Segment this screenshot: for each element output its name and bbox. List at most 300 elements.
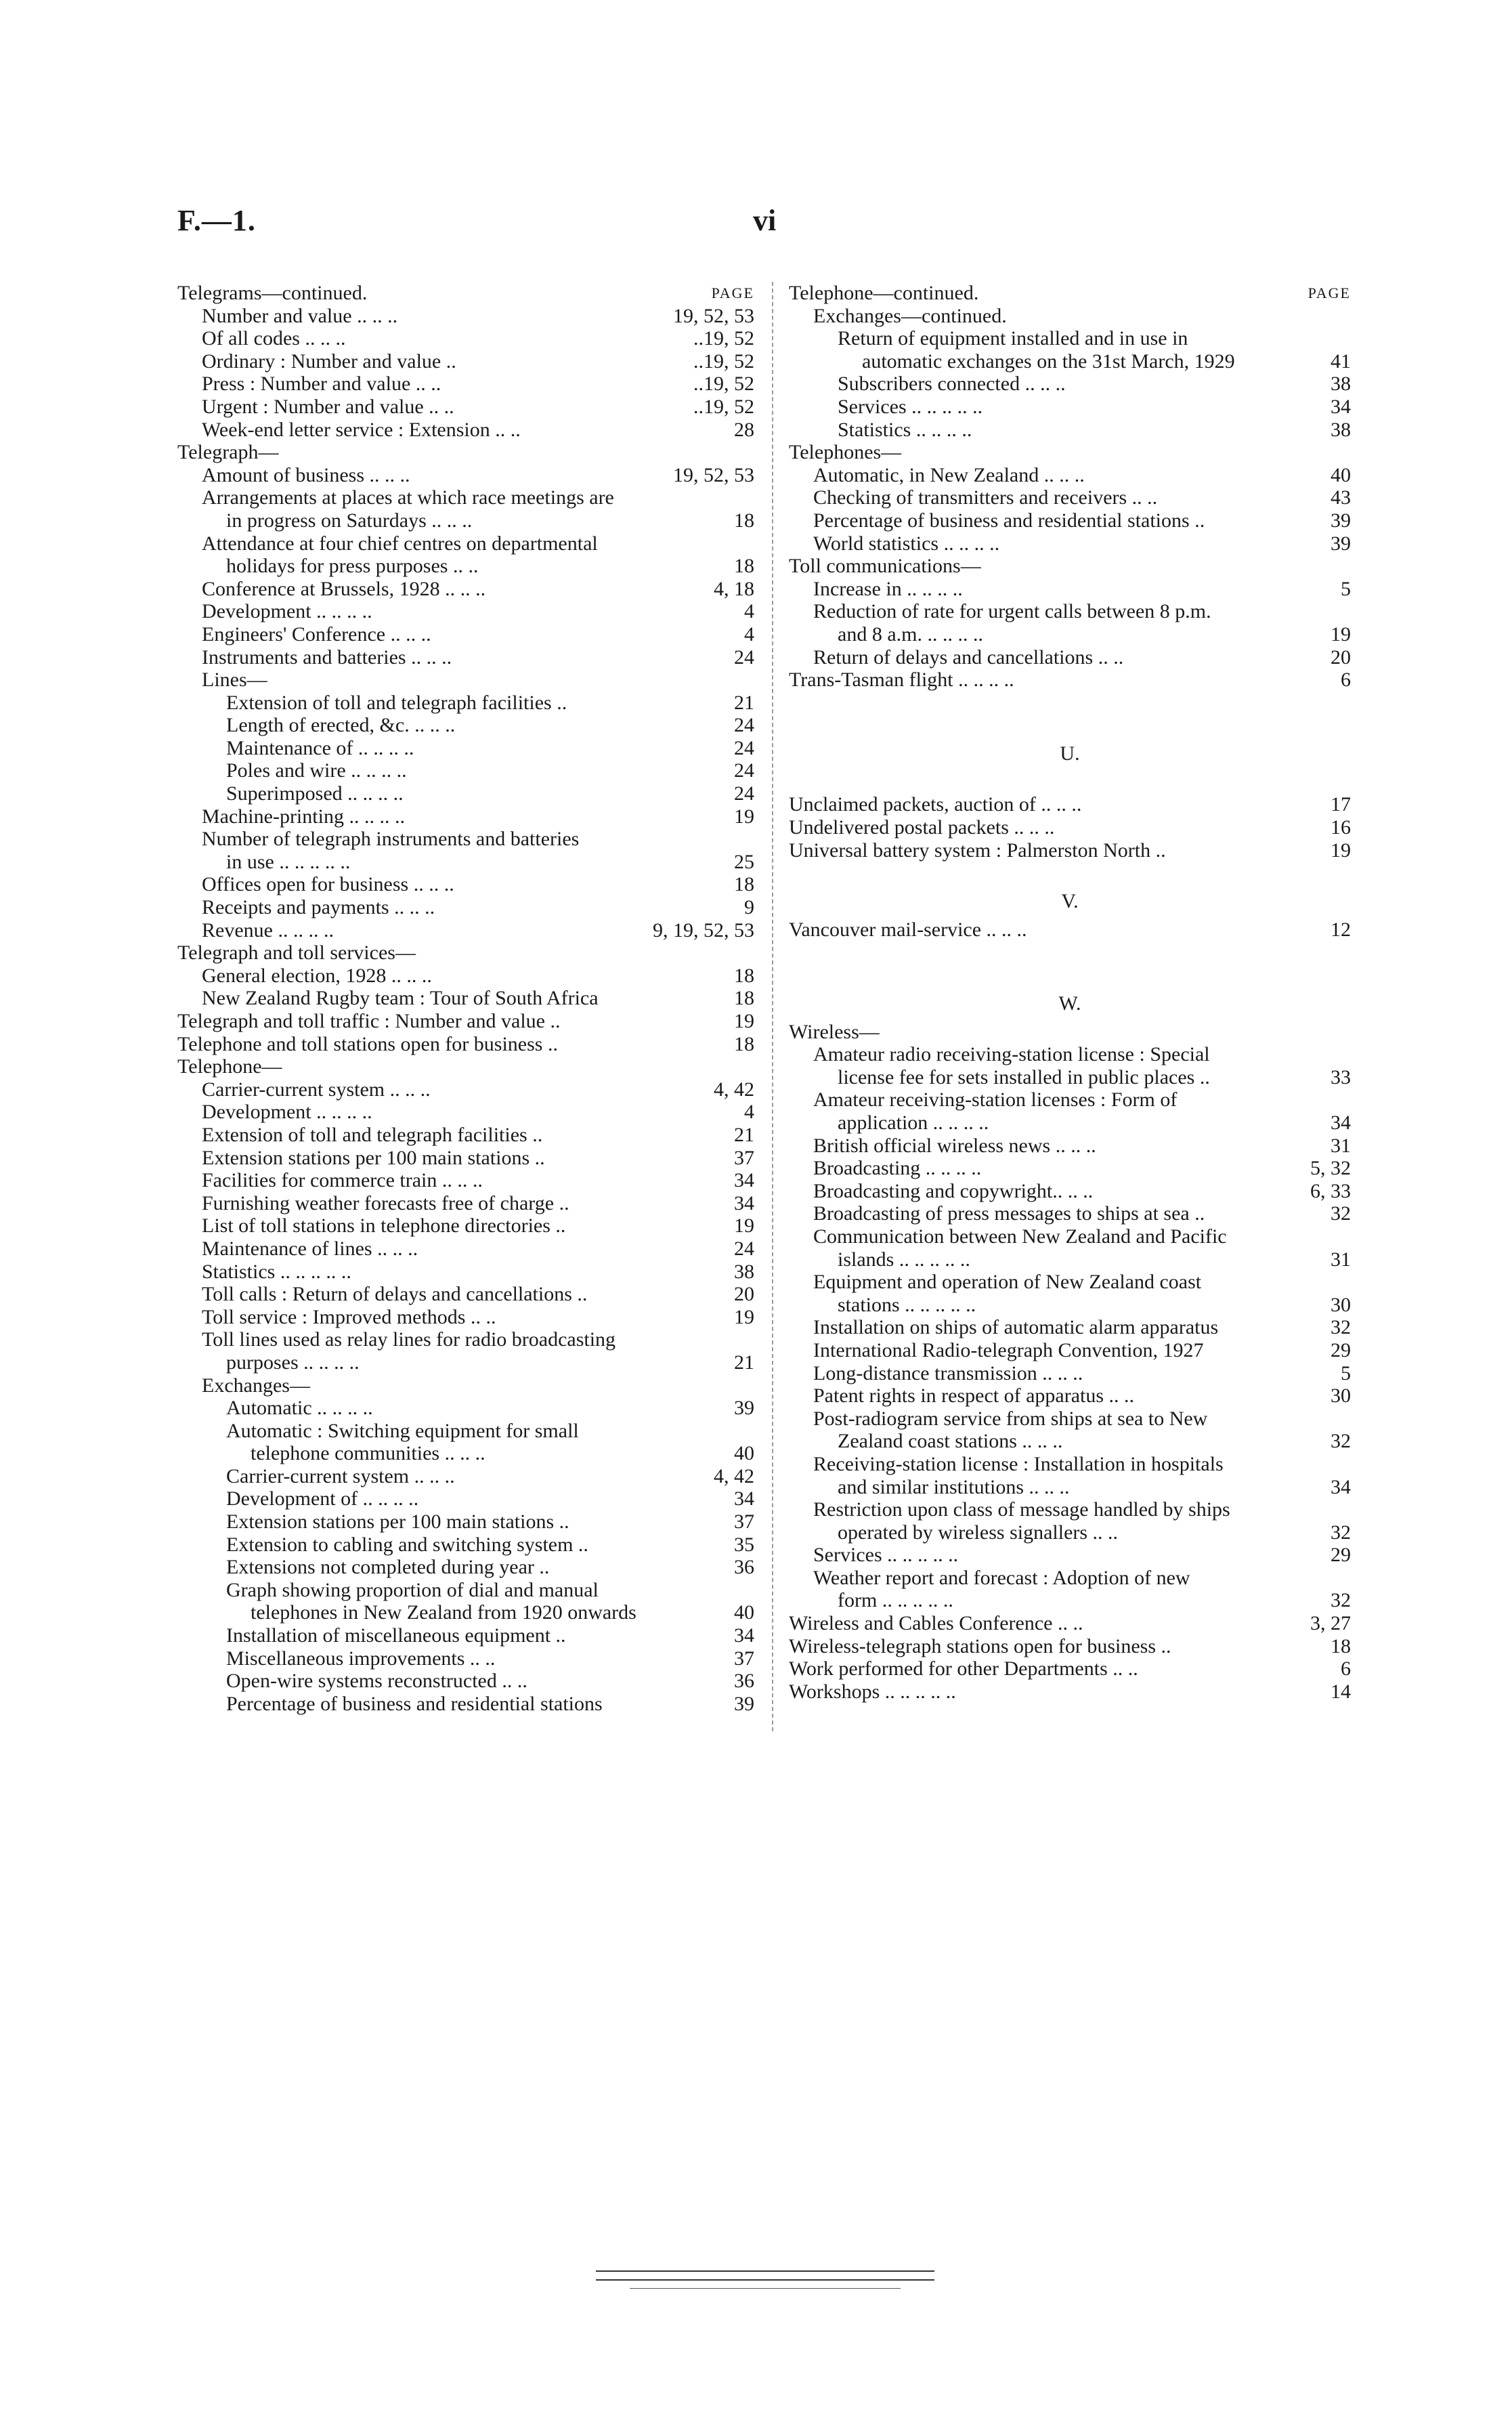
index-entry-page: ..19, 52 (693, 327, 754, 350)
index-entry (177, 1374, 754, 1397)
index-entry-text: Services .. .. .. .. .. (813, 1544, 959, 1567)
index-entry (789, 1521, 1351, 1544)
index-entry (789, 350, 1351, 373)
index-entry-text: Graph showing proportion of dial and manual (226, 1578, 599, 1601)
index-entry (177, 942, 754, 965)
index-entry-page: 38 (1331, 418, 1351, 441)
index-entry (177, 851, 754, 874)
index-entry (789, 1157, 1351, 1180)
index-entry-text: Post-radiogram service from ships at sea to New (813, 1407, 1208, 1430)
index-entry-page: 37 (734, 1647, 754, 1670)
index-entry-text: Facilities for commerce train .. .. .. (202, 1169, 483, 1192)
index-entry (177, 464, 754, 487)
index-entry-text: Lines— (202, 669, 267, 692)
index-entry-text: Automatic, in New Zealand .. .. .. (813, 463, 1085, 486)
index-entry-text: Carrier-current system .. .. .. (226, 1464, 455, 1487)
index-entry-text: Telephone— (177, 1055, 282, 1078)
index-entry-page: 30 (1331, 1384, 1351, 1408)
index-entry-text: Toll lines used as relay lines for radio broadcasting (202, 1328, 616, 1351)
index-entry (789, 419, 1351, 442)
index-entry-text: Automatic : Switching equipment for small (226, 1419, 579, 1442)
index-entry-text: automatic exchanges on the 31st March, 1929 (862, 350, 1235, 373)
index-entry-text: Number of telegraph instruments and batteries (202, 828, 580, 851)
index-entry-page: 5 (1341, 1361, 1351, 1384)
index-entry-page: 34 (734, 1191, 754, 1214)
index-entry (789, 282, 1351, 305)
index-entry-page: 19, 52, 53 (673, 304, 754, 327)
index-entry (789, 1316, 1351, 1339)
index-entry (177, 1510, 754, 1533)
index-entry-text: in use .. .. .. .. .. (226, 850, 351, 873)
index-entry-page: 31 (1331, 1248, 1351, 1271)
index-entry-text: telephones in New Zealand from 1920 onwards (251, 1601, 636, 1624)
column-divider (772, 282, 773, 1731)
index-entry-page: 4 (744, 600, 754, 623)
index-entry-page: 24 (734, 782, 754, 805)
index-entry (177, 1214, 754, 1237)
index-entry (789, 441, 1351, 464)
index-entry-text: British official wireless news .. .. .. (813, 1134, 1096, 1157)
index-entry-page: 34 (1331, 1475, 1351, 1498)
index-entry-text: Development of .. .. .. .. (226, 1487, 419, 1510)
index-entry-text: Extension of toll and telegraph facilities .. (226, 691, 567, 714)
index-entry-text: Amateur receiving-station licenses : Form of (813, 1088, 1178, 1112)
index-entry (789, 600, 1351, 623)
index-entry-text: license fee for sets installed in public places .. (838, 1065, 1210, 1088)
index-entry-text: Week-end letter service : Extension .. .. (202, 418, 521, 441)
spacer (789, 941, 1351, 964)
index-entry-text: Attendance at four chief centres on departmental (202, 532, 598, 555)
index-entry (789, 1248, 1351, 1271)
index-entry-text: Telephone and toll stations open for business .. (177, 1032, 558, 1055)
index-entry (789, 486, 1351, 509)
index-entry (177, 646, 754, 669)
index-entry-page: 18 (734, 509, 754, 532)
index-entry (789, 464, 1351, 487)
index-entry-page: 40 (734, 1442, 754, 1465)
index-entry-page: 39 (734, 1397, 754, 1420)
index-entry-page: 38 (734, 1260, 754, 1283)
index-entry-page: 29 (1331, 1544, 1351, 1567)
index-entry-text: Extension of toll and telegraph facilities .. (202, 1123, 543, 1146)
index-entry-page: 4, 18 (714, 577, 754, 600)
index-entry (789, 1135, 1351, 1158)
section-letter-w: W. (1058, 992, 1081, 1015)
index-entry-text: Ordinary : Number and value .. (202, 350, 456, 373)
index-entry (177, 873, 754, 896)
index-entry-text: Toll service : Improved methods .. .. (202, 1305, 496, 1328)
index-entry-page: 18 (734, 987, 754, 1010)
index-entry (177, 305, 754, 328)
index-entry (177, 1033, 754, 1056)
index-entry (177, 1487, 754, 1510)
index-entry-text: Toll calls : Return of delays and cancellations .. (202, 1283, 588, 1306)
index-entry-page: 4, 42 (714, 1078, 754, 1101)
index-entry-page: 19 (734, 1305, 754, 1328)
index-entry-text: Restriction upon class of message handled by ships (813, 1498, 1230, 1521)
index-entry (789, 1066, 1351, 1089)
index-entry (177, 1420, 754, 1443)
index-entry-text: Instruments and batteries .. .. .. (202, 646, 452, 669)
index-entry-text: Extensions not completed during year .. (226, 1556, 550, 1579)
index-entry (177, 1237, 754, 1261)
index-entry (177, 1624, 754, 1647)
index-entry-page: 30 (1331, 1293, 1351, 1316)
index-entry (177, 1010, 754, 1033)
index-entry (789, 1430, 1351, 1453)
index-entry-page: 34 (734, 1169, 754, 1192)
index-entry-text: telephone communities .. .. .. (251, 1442, 485, 1465)
index-entry-text: Telegraph and toll services— (177, 942, 416, 965)
index-entry (789, 839, 1351, 862)
index-entry (789, 1021, 1351, 1044)
index-entry-text: Maintenance of lines .. .. .. (202, 1237, 418, 1260)
index-entry (177, 805, 754, 828)
index-entry-text: Open-wire systems reconstructed .. .. (226, 1670, 527, 1693)
index-entry (789, 816, 1351, 839)
index-entry-page: 39 (734, 1692, 754, 1715)
index-entry (177, 1261, 754, 1284)
index-entry-text: Furnishing weather forecasts free of charge .. (202, 1191, 569, 1214)
index-entry-text: Workshops .. .. .. .. .. (789, 1680, 956, 1703)
index-entry (177, 1101, 754, 1124)
index-entry-text: Amateur radio receiving-station license : Special (813, 1043, 1210, 1066)
index-entry-text: Urgent : Number and value .. .. (202, 395, 454, 418)
index-entry-page: 4, 42 (714, 1464, 754, 1487)
index-entry-text: General election, 1928 .. .. .. (202, 964, 432, 987)
index-entry-text: Press : Number and value .. .. (202, 373, 441, 396)
index-entry-page: 38 (1331, 373, 1351, 396)
index-entry-page: 39 (1331, 532, 1351, 555)
index-entry-text: Miscellaneous improvements .. .. (226, 1647, 496, 1670)
index-entry-page: 16 (1331, 816, 1351, 839)
index-entry (789, 327, 1351, 350)
index-entry (177, 486, 754, 509)
index-entry-text: Carrier-current system .. .. .. (202, 1078, 431, 1101)
index-entry (177, 1328, 754, 1351)
index-entry (789, 918, 1351, 942)
index-entry-text: Increase in .. .. .. .. (813, 577, 963, 600)
closing-rule (630, 2288, 901, 2289)
index-entry-page: 18 (734, 964, 754, 987)
index-entry-text: Of all codes .. .. .. (202, 327, 346, 350)
index-entry (789, 1498, 1351, 1521)
index-entry-page: 32 (1331, 1589, 1351, 1612)
index-entry-page: 19 (734, 1010, 754, 1032)
index-entry (789, 1589, 1351, 1612)
index-entry (789, 1088, 1351, 1112)
index-entry-page: 32 (1331, 1202, 1351, 1225)
index-entry (177, 1306, 754, 1329)
index-entry-page: 5 (1341, 577, 1351, 600)
index-entry-page: 24 (734, 646, 754, 669)
index-entry-text: application .. .. .. .. (838, 1112, 989, 1134)
index-entry-text: Telephones— (789, 441, 902, 464)
index-entry-text: operated by wireless signallers .. .. (838, 1521, 1119, 1544)
index-entry-text: Conference at Brussels, 1928 .. .. .. (202, 577, 486, 600)
index-entry-page: 28 (734, 418, 754, 441)
index-entry (789, 1657, 1351, 1680)
index-entry-page: 4 (744, 622, 754, 646)
index-entry-page: 21 (734, 1351, 754, 1374)
index-entry-page: 17 (1331, 793, 1351, 816)
index-entry (789, 669, 1351, 692)
index-entry-page: 34 (1331, 1112, 1351, 1134)
index-entry-text: islands .. .. .. .. .. (838, 1248, 970, 1271)
index-entry-text: Statistics .. .. .. .. .. (202, 1260, 351, 1283)
index-entry-text: Wireless-telegraph stations open for business .. (789, 1634, 1171, 1657)
index-entry-page: 32 (1331, 1430, 1351, 1453)
index-entry (789, 1362, 1351, 1385)
index-entry-text: in progress on Saturdays .. .. .. (226, 509, 473, 532)
index-entry-page: 24 (734, 736, 754, 759)
index-entry-text: Long-distance transmission .. .. .. (813, 1361, 1083, 1384)
index-entry-page: 21 (734, 1123, 754, 1146)
section-w-entries (789, 1021, 1351, 1704)
index-entry (177, 555, 754, 578)
index-entry (789, 1225, 1351, 1248)
spacer (789, 714, 1351, 737)
index-entry-text: Superimposed .. .. .. .. (226, 782, 404, 805)
page-column-label: PAGE (711, 284, 754, 301)
index-entry-page: 12 (1331, 918, 1351, 941)
index-entry-text: Reduction of rate for urgent calls between 8 p.m. (813, 600, 1211, 623)
index-entry-page: 9, 19, 52, 53 (653, 918, 754, 942)
index-entry (177, 1124, 754, 1147)
index-entry-page: 34 (1331, 395, 1351, 418)
index-entry-page: 4 (744, 1101, 754, 1124)
index-entry-text: Length of erected, &c. .. .. .. (226, 714, 456, 737)
index-entry-page: 32 (1331, 1316, 1351, 1339)
index-entry (177, 600, 754, 623)
index-entry-text: Unclaimed packets, auction of .. .. .. (789, 793, 1082, 816)
index-entry-text: Checking of transmitters and receivers .. .. (813, 486, 1158, 509)
left-entries (177, 282, 754, 1715)
index-entry-text: Receiving-station license : Installation in hospitals (813, 1452, 1224, 1475)
spacer (789, 862, 1351, 885)
index-entry-page: 43 (1331, 486, 1351, 509)
index-entry (177, 828, 754, 851)
index-entry-page: 19 (734, 805, 754, 828)
index-entry (177, 1283, 754, 1306)
index-entry-page: 25 (734, 850, 754, 873)
index-entry-page: 19 (1331, 622, 1351, 646)
closing-rule (596, 2270, 934, 2272)
index-entry-text: Offices open for business .. .. .. (202, 873, 454, 896)
index-entry (789, 1384, 1351, 1408)
index-entry-text: holidays for press purposes .. .. (226, 555, 479, 578)
index-entry-page: 19 (734, 1214, 754, 1237)
index-entry (177, 532, 754, 555)
index-entry-text: Machine-printing .. .. .. .. (202, 805, 405, 828)
index-entry-page: 34 (734, 1624, 754, 1647)
index-entry-page: 18 (1331, 1634, 1351, 1657)
index-entry (177, 578, 754, 601)
index-entry-text: Telegrams—continued. (177, 282, 368, 304)
index-entry-page: 36 (734, 1556, 754, 1579)
index-entry (789, 1202, 1351, 1225)
index-entry (789, 555, 1351, 578)
spacer (789, 692, 1351, 715)
index-entry-text: Patent rights in respect of apparatus .. .. (813, 1384, 1135, 1408)
index-entry-page: 36 (734, 1670, 754, 1693)
index-entry-text: New Zealand Rugby team : Tour of South Africa (202, 987, 599, 1010)
closing-rule (596, 2279, 934, 2281)
index-entry-page: 18 (734, 1032, 754, 1055)
index-entry (789, 1043, 1351, 1066)
index-entry (177, 282, 754, 305)
index-entry-text: Toll communications— (789, 555, 981, 578)
index-entry-text: Telegraph and toll traffic : Number and value .. (177, 1010, 561, 1032)
index-entry-text: Development .. .. .. .. (202, 600, 372, 623)
index-entry-text: Work performed for other Departments .. .. (789, 1657, 1138, 1680)
index-entry-page: 40 (734, 1601, 754, 1624)
index-entry-page: 37 (734, 1146, 754, 1169)
index-entry-page: 24 (734, 759, 754, 782)
index-entry-text: form .. .. .. .. .. (838, 1589, 953, 1612)
index-entry-page: 18 (734, 555, 754, 578)
index-entry-text: Subscribers connected .. .. .. (838, 373, 1066, 396)
index-entry-text: World statistics .. .. .. .. (813, 532, 1000, 555)
index-entry-page: ..19, 52 (693, 350, 754, 373)
index-entry-page: 24 (734, 714, 754, 737)
section-letter-u: U. (1060, 742, 1080, 765)
index-entry-page: 6 (1341, 669, 1351, 692)
index-entry (789, 623, 1351, 646)
index-entry (177, 327, 754, 350)
index-entry (177, 1147, 754, 1170)
index-entry (789, 1567, 1351, 1590)
index-entry-text: Installation on ships of automatic alarm apparatus (813, 1316, 1219, 1339)
index-entry (789, 1408, 1351, 1431)
index-entry-page: 5, 32 (1310, 1157, 1351, 1180)
index-entry-text: Extension stations per 100 main stations .. (202, 1146, 545, 1169)
index-entry (789, 1180, 1351, 1203)
index-entry (177, 441, 754, 464)
index-entry-page: 24 (734, 1237, 754, 1260)
section-v-entries (789, 918, 1351, 942)
index-entry-page: 6 (1341, 1657, 1351, 1680)
index-entry (177, 396, 754, 419)
index-entry (789, 1476, 1351, 1499)
index-entry-text: Wireless and Cables Conference .. .. (789, 1612, 1083, 1635)
index-entry-text: Extension to cabling and switching system .. (226, 1533, 588, 1556)
index-entry (789, 1544, 1351, 1567)
index-entry-text: Undelivered postal packets .. .. .. (789, 816, 1055, 839)
index-entry (177, 714, 754, 737)
index-entry-text: List of toll stations in telephone directories .. (202, 1214, 566, 1237)
index-entry (177, 350, 754, 373)
index-entry (177, 737, 754, 760)
index-entry-page: 19, 52, 53 (673, 463, 754, 486)
index-entry (177, 373, 754, 396)
index-entry-text: Exchanges— (202, 1374, 310, 1397)
section-u-entries (789, 793, 1351, 862)
index-entry-page: 35 (734, 1533, 754, 1556)
index-entry-page: 9 (744, 896, 754, 919)
index-entry-text: Automatic .. .. .. .. (226, 1397, 373, 1420)
index-entry (177, 1055, 754, 1078)
index-entry-page: 18 (734, 873, 754, 896)
index-entry (789, 1612, 1351, 1635)
index-entry (789, 1294, 1351, 1317)
index-entry (177, 692, 754, 715)
index-entry (177, 509, 754, 532)
index-entry-text: and 8 a.m. .. .. .. .. (838, 622, 983, 646)
index-entry-text: Percentage of business and residential stations .. (813, 509, 1205, 532)
index-right-column (789, 282, 1351, 1703)
index-entry-text: Weather report and forecast : Adoption of new (813, 1566, 1190, 1589)
index-entry-page: 14 (1331, 1680, 1351, 1703)
index-entry-text: Broadcasting .. .. .. .. (813, 1157, 982, 1180)
index-entry-text: Extension stations per 100 main stations .. (226, 1510, 569, 1533)
index-entry-page: 39 (1331, 509, 1351, 532)
index-entry-text: Services .. .. .. .. .. (838, 395, 983, 418)
index-entry (177, 1192, 754, 1215)
index-entry (789, 1271, 1351, 1294)
index-entry-page: 34 (734, 1487, 754, 1510)
index-entry-text: Installation of miscellaneous equipment .. (226, 1624, 566, 1647)
index-left-column (177, 282, 754, 1715)
index-entry (789, 793, 1351, 816)
index-entry-text: and similar institutions .. .. .. (838, 1475, 1070, 1498)
index-entry (789, 1635, 1351, 1658)
index-entry (789, 1680, 1351, 1704)
index-entry (177, 965, 754, 988)
index-entry (177, 1351, 754, 1374)
index-entry (177, 896, 754, 919)
index-entry-text: stations .. .. .. .. .. (838, 1293, 976, 1316)
telephone-continued-entries (789, 282, 1351, 692)
index-entry (789, 305, 1351, 328)
index-entry-text: Telegraph— (177, 441, 279, 464)
index-entry (789, 1453, 1351, 1476)
index-entry (789, 646, 1351, 669)
index-entry-text: Amount of business .. .. .. (202, 463, 410, 486)
index-entry-text: Universal battery system : Palmerston North .. (789, 839, 1166, 862)
index-entry (177, 1442, 754, 1465)
index-entry-text: Broadcasting of press messages to ships at sea .. (813, 1202, 1205, 1225)
index-entry-text: Trans-Tasman flight .. .. .. .. (789, 669, 1014, 692)
index-entry-text: Communication between New Zealand and Pacific (813, 1225, 1227, 1248)
index-entry-page: 21 (734, 691, 754, 714)
index-entry-page: 19 (1331, 839, 1351, 862)
index-entry-text: Number and value .. .. .. (202, 304, 398, 327)
index-entry-text: Receipts and payments .. .. .. (202, 896, 435, 919)
index-entry-page: 3, 27 (1310, 1612, 1351, 1635)
index-entry (177, 1556, 754, 1579)
document-reference: F.—1. (177, 204, 256, 237)
index-entry (177, 1533, 754, 1557)
index-entry-text: International Radio-telegraph Convention, 1927 (813, 1338, 1204, 1361)
index-entry-page: 29 (1331, 1338, 1351, 1361)
index-entry (789, 373, 1351, 396)
index-entry-text: purposes .. .. .. .. (226, 1351, 360, 1374)
index-entry-text: Equipment and operation of New Zealand coast (813, 1271, 1202, 1294)
index-entry (177, 1465, 754, 1488)
index-entry-page: 20 (1331, 646, 1351, 669)
index-entry-page: 32 (1331, 1521, 1351, 1544)
index-entry-text: Statistics .. .. .. .. (838, 418, 972, 441)
index-entry (177, 1693, 754, 1716)
page-column-label-right: PAGE (1308, 284, 1351, 301)
spacer (789, 964, 1351, 987)
index-entry-page: 41 (1331, 350, 1351, 373)
index-entry-page: ..19, 52 (693, 373, 754, 396)
index-entry (177, 1647, 754, 1670)
index-entry (177, 419, 754, 442)
index-entry-text: Vancouver mail-service .. .. .. (789, 918, 1027, 941)
